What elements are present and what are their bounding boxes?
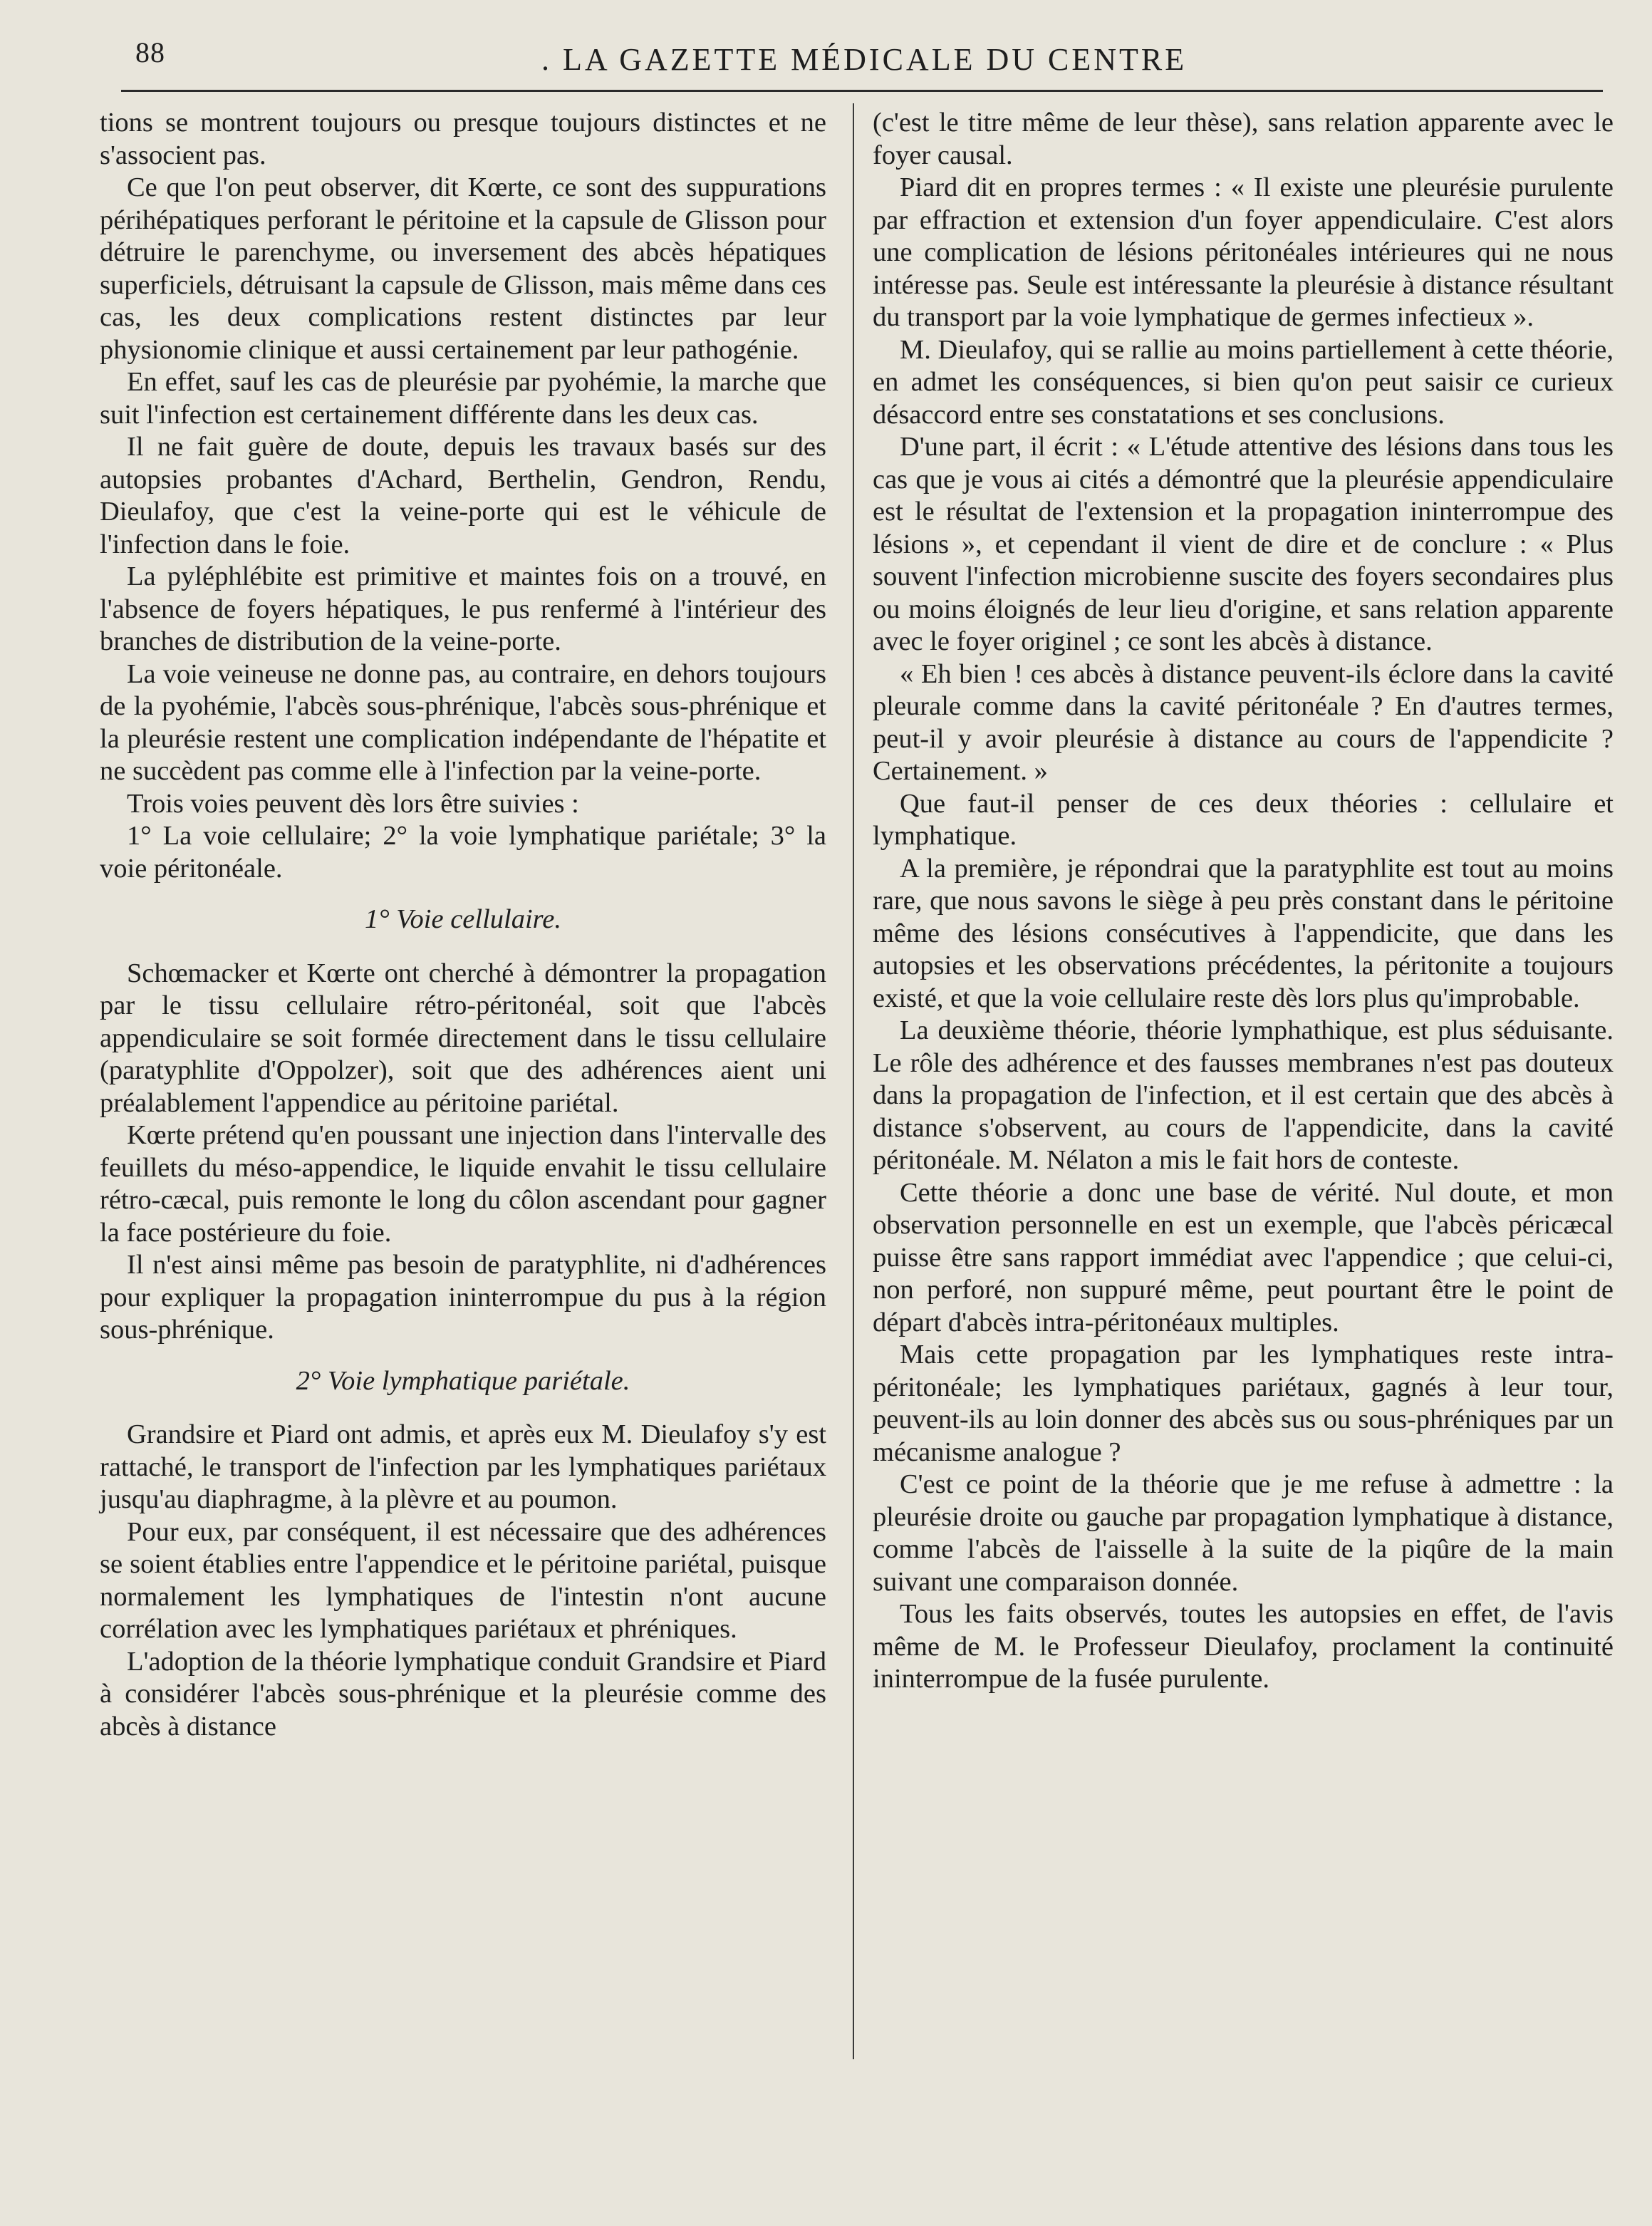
paragraph: Il ne fait guère de doute, depuis les travaux basés sur des autopsies probantes d'Achard, Berthelin, Gendron, Rendu, Dieulafoy, que c'est la veine-porte qui est le véhicule de l'infection dans le foie.	[100, 432, 826, 559]
paragraph: C'est ce point de la théorie que je me refuse à admettre : la pleurésie droite ou gauche par propagation lymphatique à distance, comme l'abcès de l'aisselle à la suite de la piqûre de la main suivant une comparaison donnée.	[873, 1469, 1614, 1597]
paragraph: Il n'est ainsi même pas besoin de paratyphlite, ni d'adhérences pour expliquer la propagation ininterrompue du pus à la région sous-phrénique.	[100, 1250, 826, 1345]
paragraph: Grandsire et Piard ont admis, et après eux M. Dieulafoy s'y est rattaché, le transport de l'infection par les lymphatiques pariétaux jusqu'au diaphragme, à la plèvre et au poumon.	[100, 1419, 826, 1514]
section-heading: 2° Voie lymphatique pariétale.	[296, 1365, 630, 1396]
paragraph: L'adoption de la théorie lymphatique conduit Grandsire et Piard à considérer l'abcès sous-phrénique et la pleurésie comme des abcès à distance	[100, 1646, 826, 1741]
paragraph: La deuxième théorie, théorie lymphathique, est plus séduisante. Le rôle des adhérence et des fausses membranes n'est pas douteux dans la propagation de l'infection, et il est certain que des abcès à distance s'observent, au cours de l'appendicite, dans la cavité péritonéale. M. Nélaton a mis le fait hors de conteste.	[873, 1015, 1614, 1175]
page-header	[107, 29, 1603, 86]
right-column	[873, 107, 1614, 1696]
paragraph: En effet, sauf les cas de pleurésie par pyohémie, la marche que suit l'infection est certainement différente dans les deux cas.	[100, 367, 826, 430]
paragraph: Ce que l'on peut observer, dit Kœrte, ce sont des suppurations périhépatiques perforant le péritoine et la capsule de Glisson pour détruire le parenchyme, ou inversement des abcès hépatiques superficiels, détruisant la capsule de Glisson, mais même dans ces cas, les deux complications restent distinctes par leur physionomie clinique et aussi certainement par leur pathogénie.	[100, 172, 826, 365]
paragraph: Piard dit en propres termes : « Il existe une pleurésie purulente par effraction et extension d'un foyer appendiculaire. C'est alors une complication de lésions péritonéales intérieures qui ne nous intéresse pas. Seule est intéressante la pleurésie à distance résultant du transport par la voie lymphatique de germes infectieux ».	[873, 172, 1614, 332]
page-number: 88	[135, 36, 165, 68]
paragraph: Trois voies peuvent dès lors être suivies :	[127, 788, 579, 819]
paragraph: A la première, je répondrai que la paratyphlite est tout au moins rare, que nous savons le siège à peu près constant dans le péritoine même des lésions consécutives à l'appendicite, que dans les autopsies et les observations précédentes, la péritonite a toujours existé, et que la voie cellulaire reste dès lors plus qu'improbable.	[873, 853, 1614, 1013]
left-column	[100, 107, 826, 1743]
section-heading: 1° Voie cellulaire.	[365, 904, 561, 934]
header-rule	[121, 90, 1603, 92]
paragraph: Schœmacker et Kœrte ont cherché à démontrer la propagation par le tissu cellulaire rétro-péritonéal, soit que l'abcès appendiculaire se soit formée directement dans le tissu cellulaire (paratyphlite d'Oppolzer), soit que des adhérences aient uni préalablement l'appendice au péritoine pariétal.	[100, 958, 826, 1118]
paragraph: Kœrte prétend qu'en poussant une injection dans l'intervalle des feuillets du méso-appendice, le liquide envahit le tissu cellulaire rétro-cæcal, puis remonte le long du côlon ascendant pour gagner la face postérieure du foie.	[100, 1120, 826, 1248]
paragraph: La voie veineuse ne donne pas, au contraire, en dehors toujours de la pyohémie, l'abcès sous-phrénique, l'abcès sous-phrénique et la pleurésie restent une complication indépendante de l'hépatite et ne succèdent pas comme elle à l'infection par la veine-porte.	[100, 658, 826, 786]
paragraph: La pyléphlébite est primitive et maintes fois on a trouvé, en l'absence de foyers hépatiques, le pus renfermé à l'intérieur des branches de distribution de la veine-porte.	[100, 561, 826, 656]
journal-title: . LA GAZETTE MÉDICALE DU CENTRE	[541, 42, 1188, 77]
column-divider	[853, 103, 854, 2059]
paragraph: Cette théorie a donc une base de vérité. Nul doute, et mon observation personnelle en est un exemple, que l'abcès péricæcal puisse être sans rapport immédiat avec l'appendice ; que celui-ci, non perforé, non suppuré même, peut pourtant être le point de départ d'abcès intra-péritonéaux multiples.	[873, 1177, 1614, 1337]
paragraph: Que faut-il penser de ces deux théories : cellulaire et lymphatique.	[873, 788, 1614, 851]
paragraph: Mais cette propagation par les lymphatiques reste intra-péritonéale; les lymphatiques pariétaux, gagnés à leur tour, peuvent-ils au loin donner des abcès sus ou sous-phréniques par un mécanisme analogue ?	[873, 1340, 1614, 1467]
paragraph: tions se montrent toujours ou presque toujours distinctes et ne s'associent pas.	[100, 108, 826, 170]
paragraph: M. Dieulafoy, qui se rallie au moins partiellement à cette théorie, en admet les conséquences, si bien qu'on peut saisir ce curieux désaccord entre ses constatations et ses conclusions.	[873, 334, 1614, 430]
paragraph: 1° La voie cellulaire; 2° la voie lymphatique pariétale; 3° la voie péritonéale.	[100, 821, 826, 884]
paragraph: Tous les faits observés, toutes les autopsies en effet, de l'avis même de M. le Professeur Dieulafoy, proclament la continuité ininterrompue de la fusée purulente.	[873, 1599, 1614, 1694]
paragraph: « Eh bien ! ces abcès à distance peuvent-ils éclore dans la cavité pleurale comme dans la cavité péritonéale ? En d'autres termes, peut-il y avoir pleurésie à distance au cours de l'appendicite ? Certainement. »	[873, 658, 1614, 786]
paragraph: Pour eux, par conséquent, il est nécessaire que des adhérences se soient établies entre l'appendice et le péritoine pariétal, puisque normalement les lymphatiques de l'intestin n'ont aucune corrélation avec les lymphatiques pariétaux et phréniques.	[100, 1516, 826, 1644]
paragraph: (c'est le titre même de leur thèse), sans relation apparente avec le foyer causal.	[873, 108, 1614, 170]
paragraph: D'une part, il écrit : « L'étude attentive des lésions dans tous les cas que je vous ai cités a démontré que la pleurésie appendiculaire est le résultat de l'extension et la propagation ininterrompue des lésions », et cependant il vient de dire et de conclure : « Plus souvent l'infection microbienne suscite des foyers secondaires plus ou moins éloignés de leur lieu d'origine, et sans relation apparente avec le foyer originel ; ce sont les abcès à distance.	[873, 432, 1614, 656]
